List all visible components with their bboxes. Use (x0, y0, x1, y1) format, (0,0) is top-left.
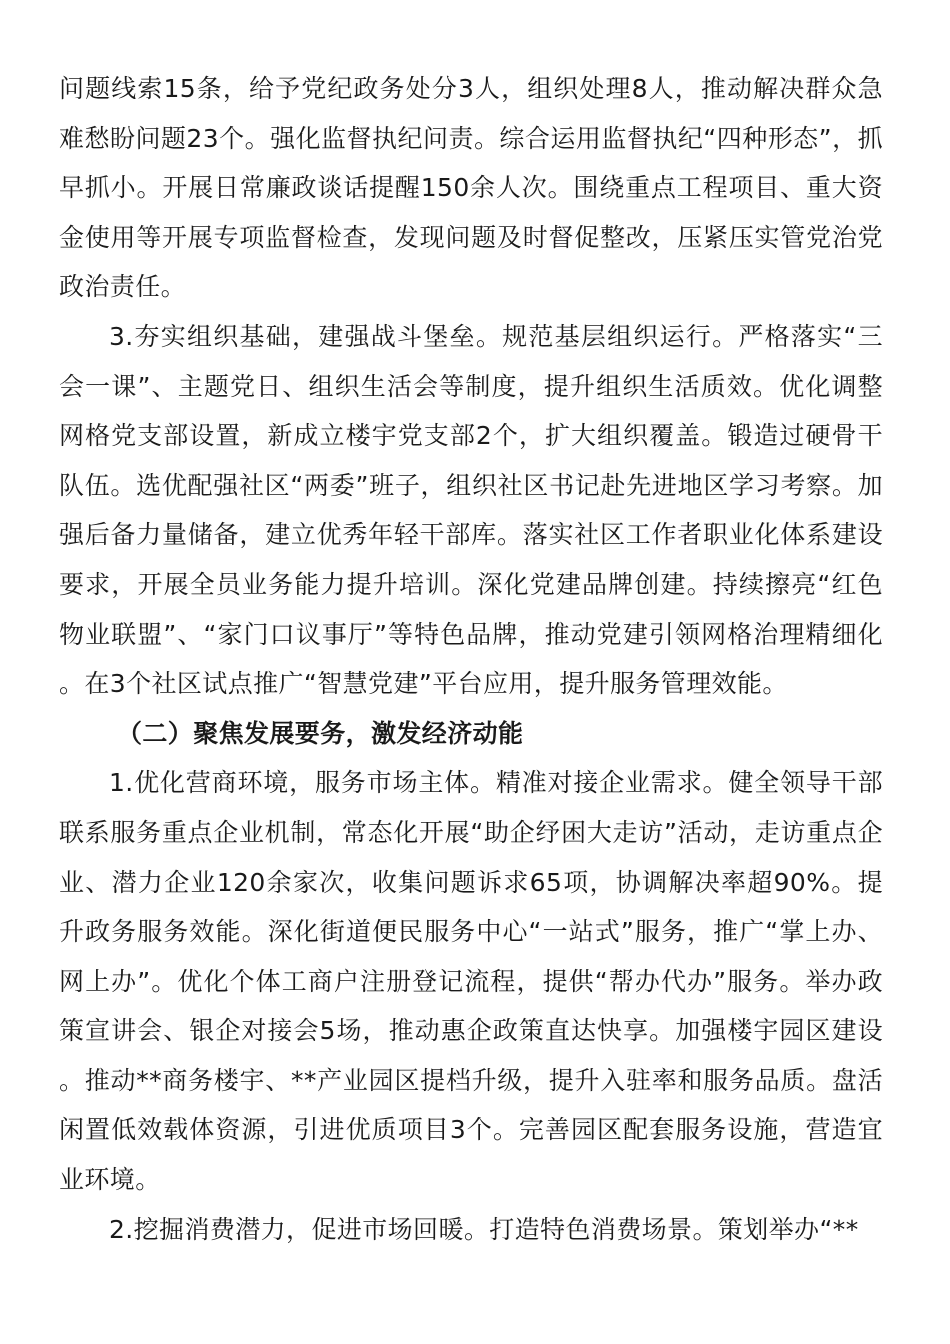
paragraph-organization-base: 3.夯实组织基础，建强战斗堡垒。规范基层组织运行。严格落实“三会一课”、主题党日、组织生活会等制度，提升组织生活质效。优化调整网格党支部设置，新成立楼宇党支部2个，扩大组织覆盖。锻造过硬骨干队伍。选优配强社区“两委”班子，组织社区书记赴先进地区学习考察。加强后备力量储备，建立优秀年轻干部库。落实社区工作者职业化体系建设要求，开展全员业务能力提升培训。深化党建品牌创建。持续擦亮“红色物业联盟”、“家门口议事厅”等特色品牌，推动党建引领网格治理精细化。在3个社区试点推广“智慧党建”平台应用，提升服务管理效能。 (59, 321, 883, 699)
paragraph-consumption-potential: 2.挖掘消费潜力，促进市场回暖。打造特色消费场景。策划举办“** (109, 1214, 859, 1244)
document-body (59, 64, 883, 1254)
section-heading-development: （二）聚焦发展要务，激发经济动能 (117, 718, 524, 748)
paragraph-business-environment: 1.优化营商环境，服务市场主体。精准对接企业需求。健全领导干部联系服务重点企业机制，常态化开展“助企纾困大走访”活动，走访重点企业、潜力企业120余家次，收集问题诉求65项，协调解决率超90%。提升政务服务效能。深化街道便民服务中心“一站式”服务，推广“掌上办、网上办”。优化个体工商户注册登记流程，提供“帮办代办”服务。举办政策宣讲会、银企对接会5场，推动惠企政策直达快享。加强楼宇园区建设。推动**商务楼宇、**产业园区提档升级，提升入驻率和服务品质。盘活闲置低效载体资源，引进优质项目3个。完善园区配套服务设施，营造宜业环境。 (59, 768, 883, 1195)
paragraph-continued: 问题线索15条，给予党纪政务处分3人，组织处理8人，推动解决群众急难愁盼问题23个。强化监督执纪问责。综合运用监督执纪“四种形态”，抓早抓小。开展日常廉政谈话提醒150余人次。围绕重点工程项目、重大资金使用等开展专项监督检查，发现问题及时督促整改，压紧压实管党治党政治责任。 (59, 74, 883, 302)
